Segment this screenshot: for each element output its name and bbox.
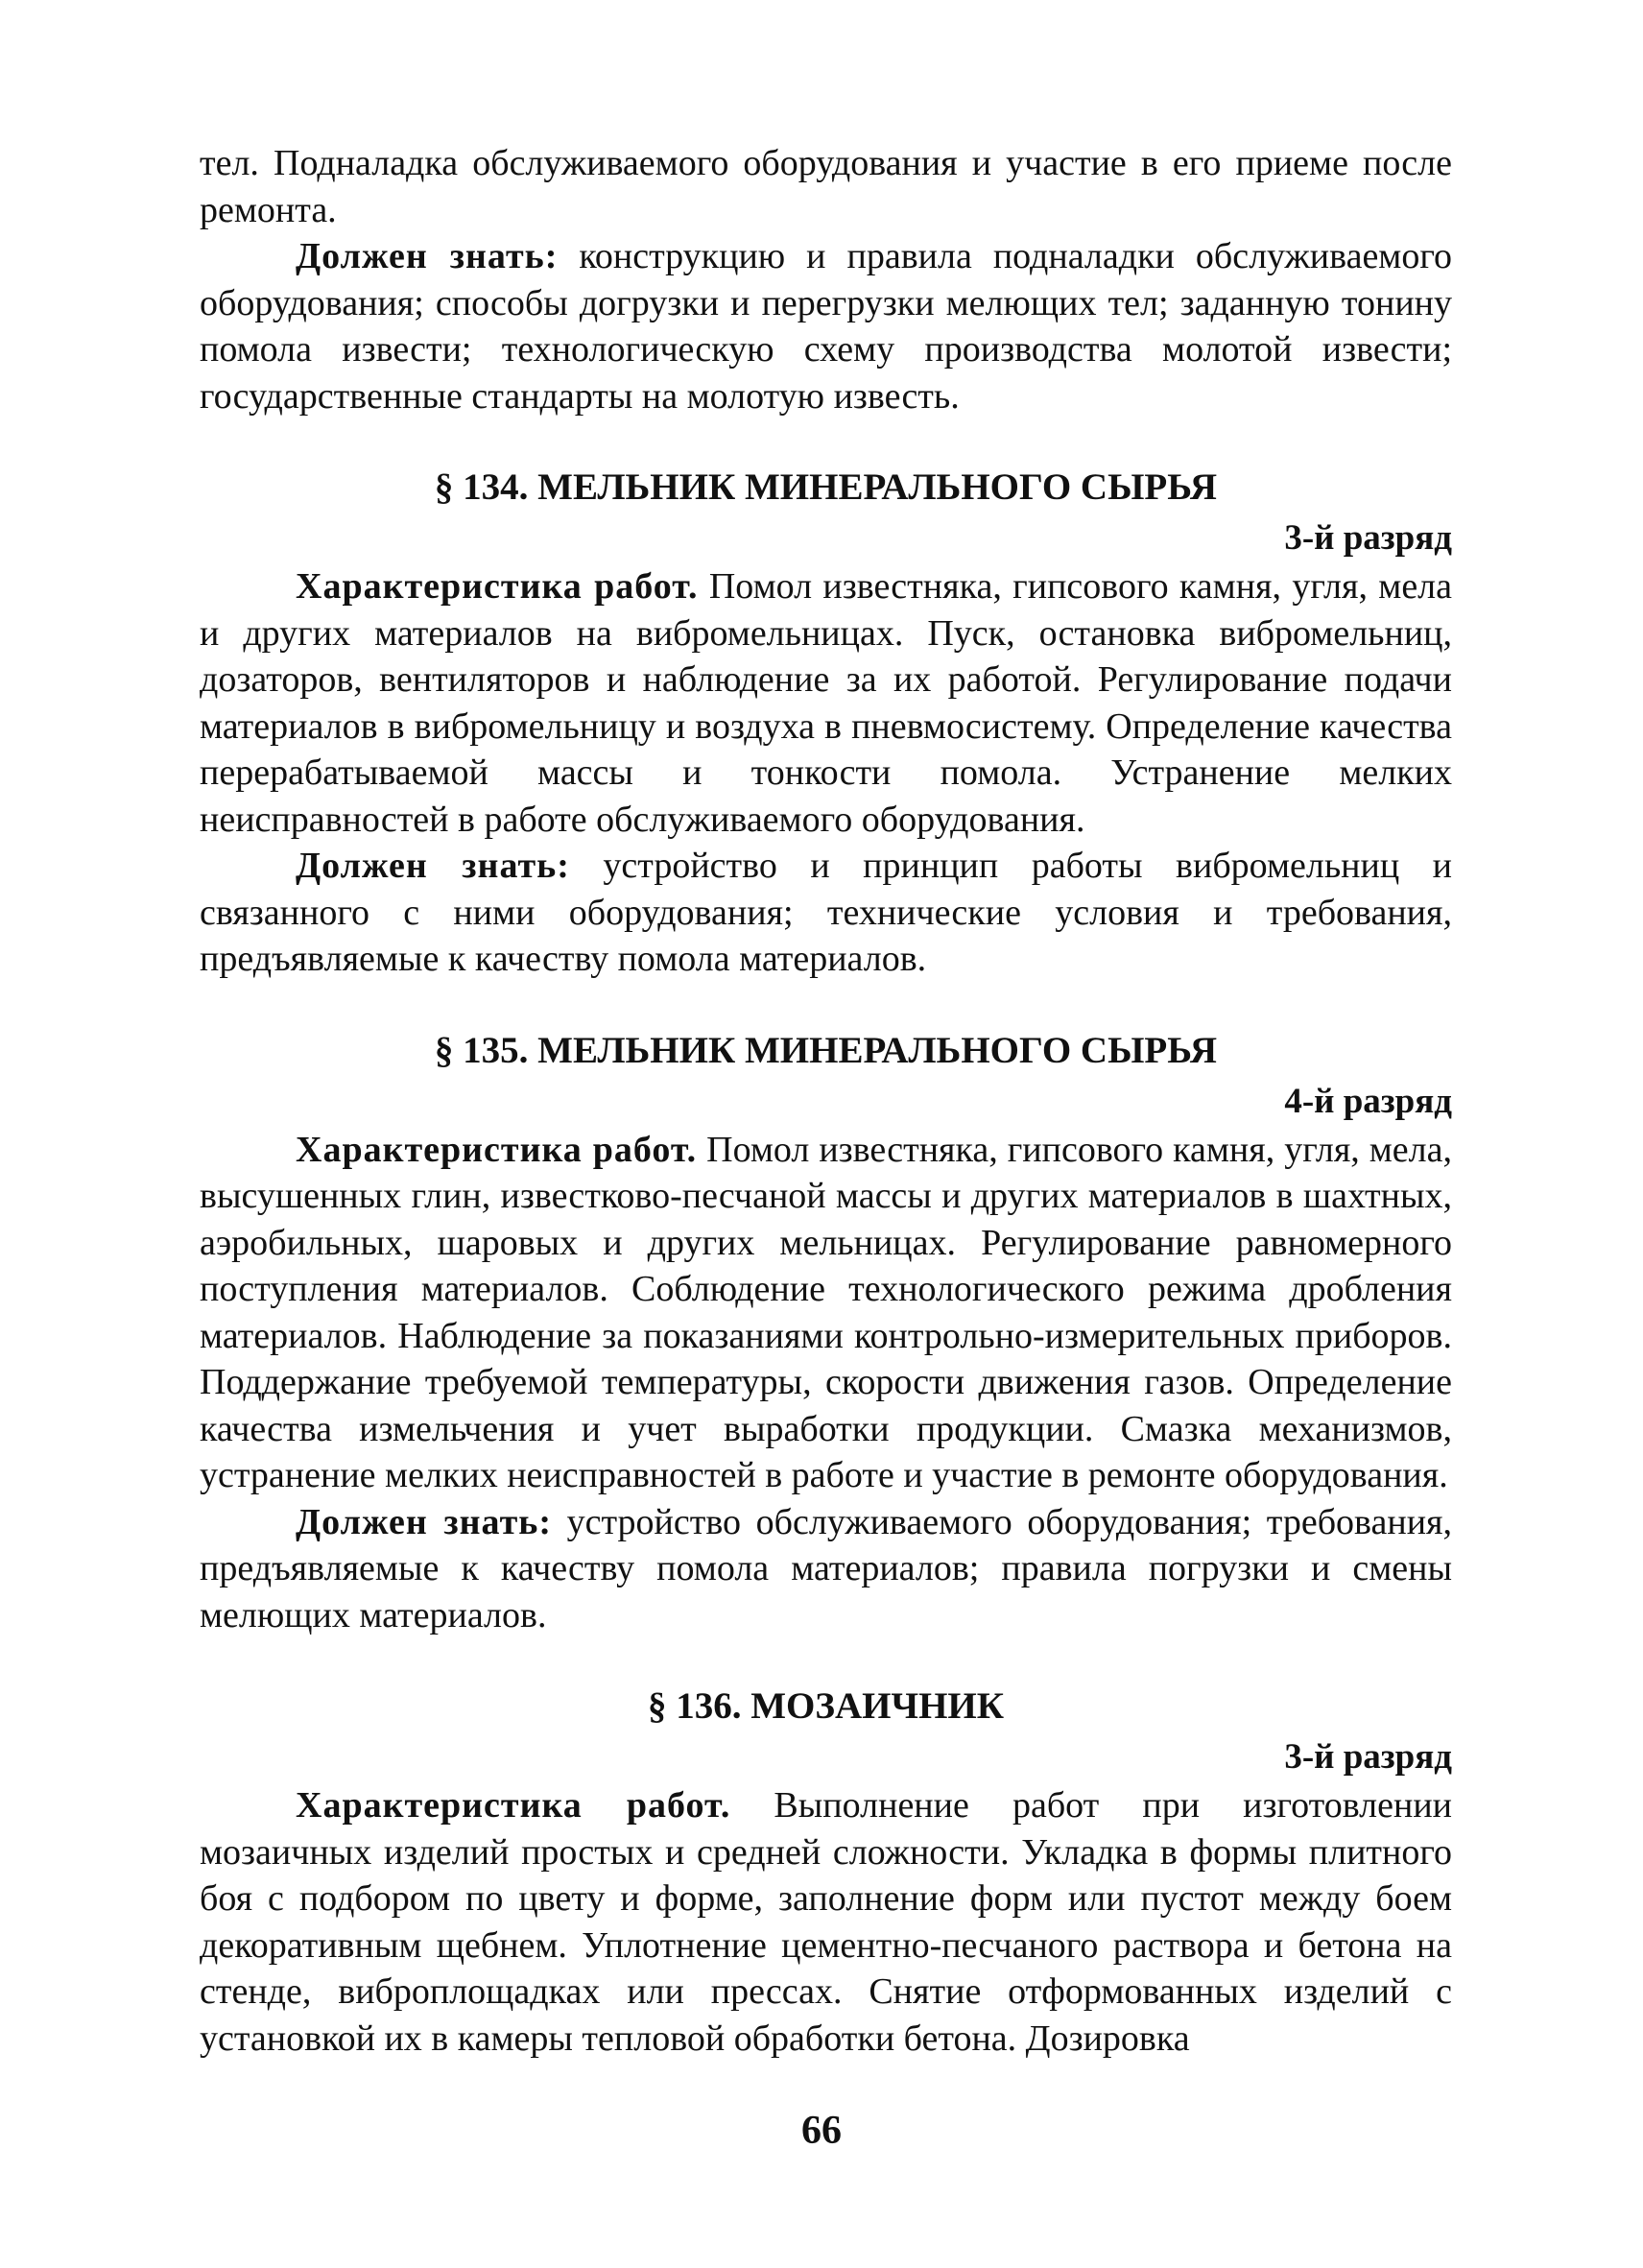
section-134-heading: § 134. МЕЛЬНИК МИНЕРАЛЬНОГО СЫРЬЯ — [434, 466, 1218, 508]
section-135-work-label: Характеристика работ. — [296, 1129, 698, 1170]
page-number: 66 — [801, 2109, 842, 2153]
intro-continuation-text: тел. Подналадка обслуживаемого оборудования и участие в его приеме после ремонта. — [200, 143, 1452, 230]
section-135-work-text: Помол известняка, гипсового камня, угля, мела, высушенных глин, известково-песчаной массы и других материалов в шахтных, аэробильных, шаровых и других мельницах. Регулирование равномерного поступления материалов. Соблюдение технологического режима дробления материалов. Наблюдение за показаниями контрольно-измерительных приборов. Поддержание требуемой температуры, скорости движения газов. Определение качества измельчения и учет выработки продукции. Смазка механизмов, устранение мелких неисправностей в работе и участие в ремонте оборудования. — [200, 1129, 1453, 1495]
section-135-work-paragraph — [200, 1127, 1452, 1499]
intro-must-know-text: конструкцию и правила подналадки обслуживаемого оборудования; способы догрузки и перегрузки мелющих тел; заданную тонину помола извести; технологическую схему производства молотой извести; государственные стандарты на молотую известь. — [200, 236, 1452, 417]
section-135-know-label: Должен знать: — [296, 1501, 552, 1542]
intro-must-know-label: Должен знать: — [296, 236, 559, 276]
section-134-know-paragraph — [200, 843, 1452, 983]
intro-continuation — [200, 140, 1452, 233]
section-134-know-label: Должен знать: — [296, 846, 570, 886]
section-134-work-label: Характеристика работ. — [296, 566, 699, 607]
section-135-know-paragraph — [200, 1499, 1452, 1639]
section-134-work-paragraph — [200, 563, 1452, 843]
section-134-rank: 3-й разряд — [1284, 518, 1452, 558]
section-134-work-text: Помол известняка, гипсового камня, угля, мела и других материалов на вибромельницах. Пуск, остановка вибромельниц, дозаторов, вентиляторов и наблюдение за их работой. Регулирование подачи материалов в вибромельницу и воздуха в пневмосистему. Определение качества перерабатываемой массы и тонкости помола. Устранение мелких неисправностей в работе обслуживаемого оборудования. — [200, 566, 1453, 840]
section-135-rank: 4-й разряд — [1284, 1081, 1452, 1121]
section-134-know-text: устройство и принцип работы вибромельниц и связанного с ними оборудования; технические условия и требования, предъявляемые к качеству помола материалов. — [200, 846, 1452, 979]
section-136-rank: 3-й разряд — [1284, 1737, 1452, 1777]
section-135-know-text: устройство обслуживаемого оборудования; требования, предъявляемые к качеству помола материалов; правила погрузки и смены мелющих материалов. — [200, 1501, 1453, 1635]
section-135-heading: § 135. МЕЛЬНИК МИНЕРАЛЬНОГО СЫРЬЯ — [434, 1029, 1218, 1071]
section-136-work-paragraph — [200, 1782, 1452, 2062]
section-136-work-label: Характеристика работ. — [296, 1785, 731, 1826]
section-136-work-text: Выполнение работ при изготовлении мозаичных изделий простых и средней сложности. Укладка в формы плитного боя с подбором по цвету и форме, заполнение форм или пустот между боем декоративным щебнем. Уплотнение цементно-песчаного раствора и бетона на стенде, виброплощадках или прессах. Снятие отформованных изделий с установкой их в камеры тепловой обработки бетона. Дозировка — [200, 1785, 1453, 2059]
document-page — [200, 140, 1452, 2062]
intro-must-know-paragraph — [200, 233, 1452, 419]
section-136-heading: § 136. МОЗАИЧНИК — [647, 1685, 1005, 1727]
